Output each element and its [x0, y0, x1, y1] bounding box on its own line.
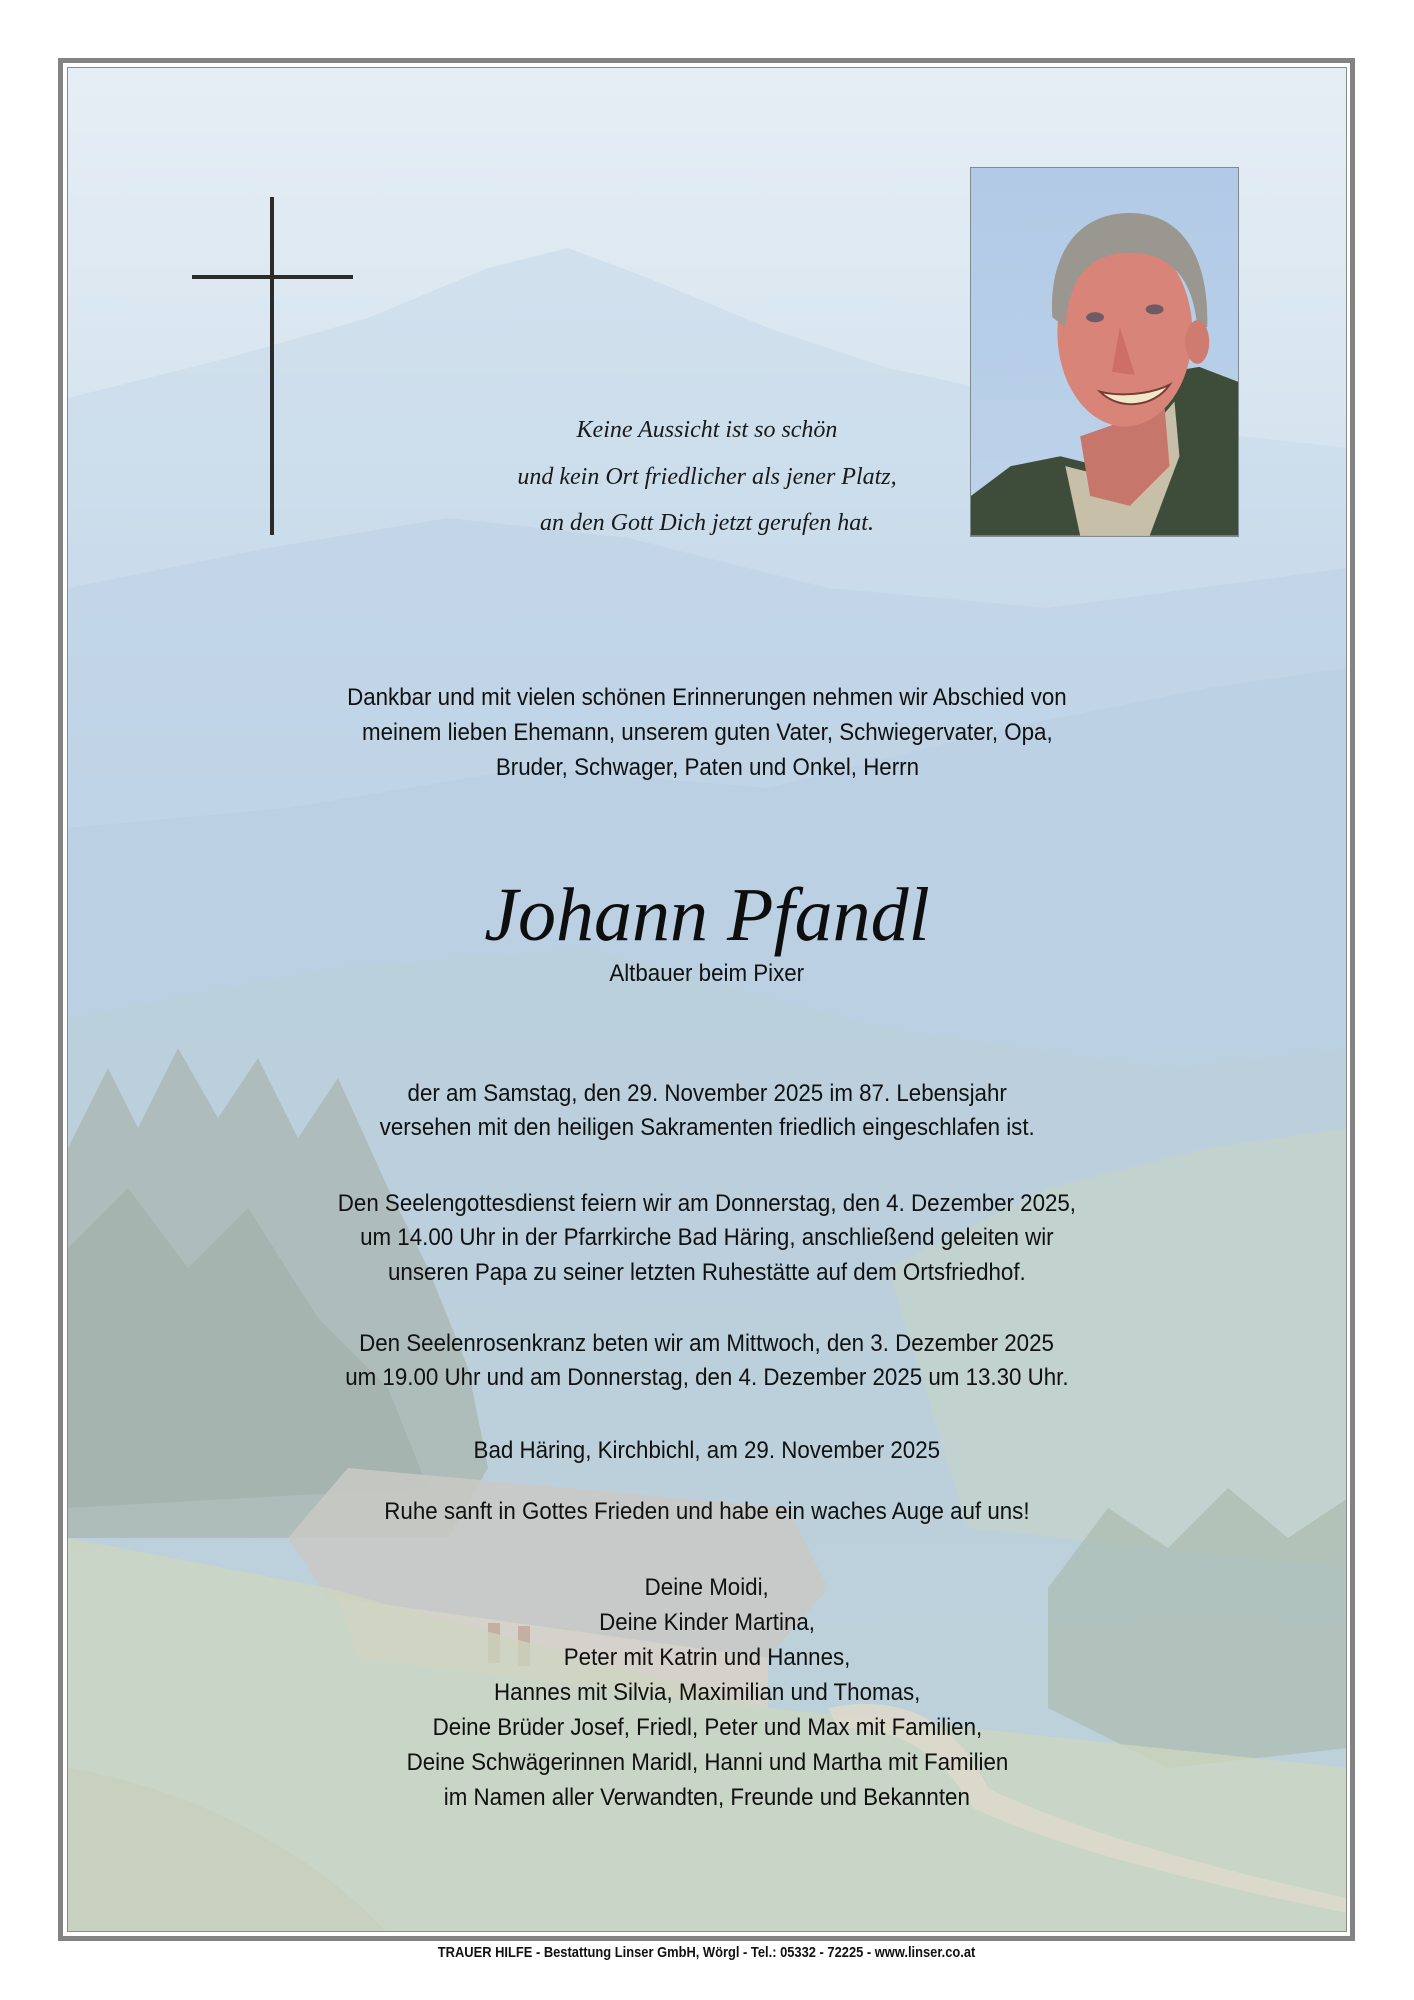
deceased-subtitle	[67, 959, 1347, 989]
intro-line	[67, 683, 1347, 713]
place-date-text: Bad Häring, Kirchbichl, am 29. November 2025	[473, 1437, 941, 1464]
mourner-text: Peter mit Katrin und Hannes,	[563, 1644, 851, 1671]
footer-funeral-home	[0, 1943, 1414, 1963]
mourner-text: Deine Kinder Martina,	[599, 1609, 815, 1636]
funeral-line-text: Den Seelengottesdienst feiern wir am Donnerstag, den 4. Dezember 2025,	[337, 1190, 1077, 1217]
intro-line-text: Bruder, Schwager, Paten und Onkel, Herrn	[495, 754, 919, 781]
mourner-line	[67, 1748, 1347, 1778]
mourner-text: Hannes mit Silvia, Maximilian und Thomas,	[493, 1679, 921, 1706]
death-line-text: der am Samstag, den 29. November 2025 im 87. Lebensjahr	[407, 1080, 1007, 1107]
mourner-line	[67, 1643, 1347, 1673]
intro-line-text: meinem lieben Ehemann, unserem guten Vater, Schwiegervater, Opa,	[361, 719, 1053, 746]
mourner-text: Deine Moidi,	[644, 1574, 770, 1601]
footer-text: TRAUER HILFE - Bestattung Linser GmbH, Wörgl - Tel.: 05332 - 72225 - www.linser.co.at	[438, 1944, 976, 1961]
intro-line	[67, 753, 1347, 783]
death-line	[67, 1113, 1347, 1143]
cross-icon-horizontal	[192, 275, 353, 279]
funeral-line-text: um 14.00 Uhr in der Pfarrkirche Bad Häring, anschließend geleiten wir	[360, 1224, 1054, 1251]
death-line	[67, 1079, 1347, 1109]
quote-line: und kein Ort friedlicher als jener Platz,	[517, 464, 897, 490]
farewell-line	[67, 1497, 1347, 1527]
death-line-text: versehen mit den heiligen Sakramenten friedlich eingeschlafen ist.	[379, 1114, 1035, 1141]
deceased-name: Johann Pfandl	[484, 873, 930, 957]
mourner-text: Deine Brüder Josef, Friedl, Peter und Max mit Familien,	[432, 1714, 982, 1741]
mourner-text: im Namen aller Verwandten, Freunde und Bekannten	[443, 1784, 971, 1811]
mourner-line	[67, 1713, 1347, 1743]
intro-line	[67, 718, 1347, 748]
place-date	[67, 1436, 1347, 1466]
rosary-line-text: Den Seelenrosenkranz beten wir am Mittwoch, den 3. Dezember 2025	[359, 1330, 1055, 1357]
quote-line: an den Gott Dich jetzt gerufen hat.	[540, 510, 874, 536]
mourner-text: Deine Schwägerinnen Maridl, Hanni und Martha mit Familien	[406, 1749, 1008, 1776]
rosary-line	[67, 1329, 1347, 1359]
intro-line-text: Dankbar und mit vielen schönen Erinnerungen nehmen wir Abschied von	[347, 684, 1067, 711]
mourner-line	[67, 1783, 1347, 1813]
subtitle-text: Altbauer beim Pixer	[609, 960, 805, 987]
funeral-line	[67, 1223, 1347, 1253]
funeral-line	[67, 1189, 1347, 1219]
rosary-line	[67, 1363, 1347, 1393]
funeral-line-text: unseren Papa zu seiner letzten Ruhestätte auf dem Ortsfriedhof.	[388, 1259, 1026, 1286]
quote-line: Keine Aussicht ist so schön	[576, 417, 838, 443]
mourner-line	[67, 1573, 1347, 1603]
rosary-line-text: um 19.00 Uhr und am Donnerstag, den 4. Dezember 2025 um 13.30 Uhr.	[345, 1364, 1069, 1391]
mourner-line	[67, 1608, 1347, 1638]
farewell-text: Ruhe sanft in Gottes Frieden und habe ein waches Auge auf uns!	[384, 1498, 1030, 1525]
funeral-line	[67, 1258, 1347, 1288]
mourner-line	[67, 1678, 1347, 1708]
